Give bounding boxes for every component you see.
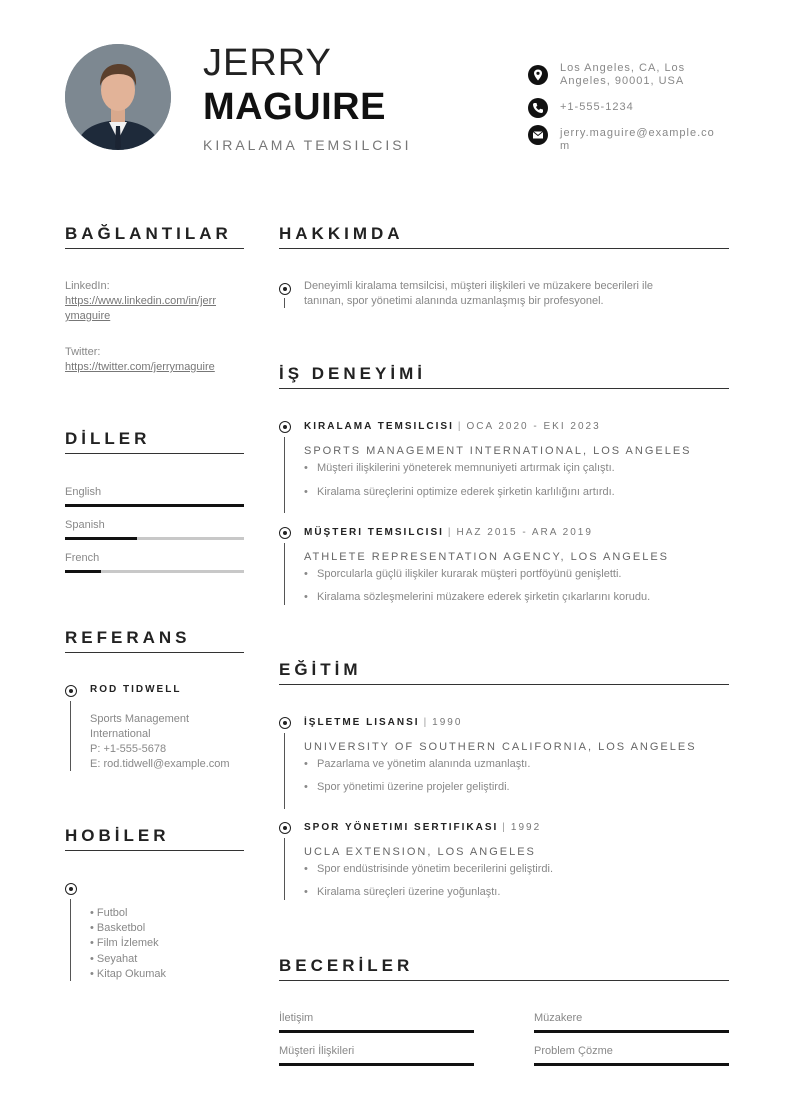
reference-name: ROD TIDWELL	[90, 684, 182, 695]
about-divider	[279, 248, 729, 249]
skills-title: BECERİLER	[279, 956, 414, 975]
linkedin-link-line1[interactable]: https://www.linkedin.com/in/jerr	[65, 295, 216, 307]
education-bullet-marker: •	[304, 781, 308, 793]
connections-divider	[65, 248, 244, 249]
education-bullet: Kiralama süreçleri üzerine yoğunlaştı.	[317, 886, 501, 898]
linkedin-link-line2[interactable]: ymaguire	[65, 310, 111, 322]
hobby-item: • Kitap Okumak	[90, 968, 166, 980]
job-bullet: Müşteri ilişkilerini yöneterek memnuniyeti artırmak için çalıştı.	[317, 462, 615, 474]
job-timeline-line	[284, 543, 285, 605]
reference-email: E: rod.tidwell@example.com	[90, 758, 230, 770]
about-title: HAKKIMDA	[279, 224, 404, 243]
experience-divider	[279, 388, 729, 389]
skill-bar	[279, 1030, 474, 1033]
education-bullet-marker: •	[304, 863, 308, 875]
job-role: MÜŞTERI TEMSILCISI	[304, 527, 444, 538]
job-bullet-marker: •	[304, 591, 308, 603]
skill-bar	[534, 1030, 729, 1033]
education-bullet: Pazarlama ve yönetim alanında uzmanlaştı.	[317, 758, 531, 770]
job-separator: |	[447, 527, 453, 538]
education-bullet-marker: •	[304, 758, 308, 770]
language-spanish: Spanish	[65, 519, 105, 531]
education-bullet: Spor endüstrisinde yönetim becerilerini geliştirdi.	[317, 863, 554, 875]
twitter-link[interactable]: https://twitter.com/jerrymaguire	[65, 361, 215, 373]
language-french-level	[65, 570, 101, 573]
profile-photo	[65, 44, 171, 150]
education-header	[304, 717, 462, 728]
skill-bar	[534, 1063, 729, 1066]
first-name: JERRY	[203, 42, 332, 84]
hobbies-timeline-dot	[65, 883, 77, 895]
about-text-line1: Deneyimli kiralama temsilcisi, müşteri ilişkileri ve müzakere becerileri ile	[304, 280, 654, 292]
reference-company-line2: International	[90, 728, 151, 740]
job-dates: OCA 2020 - EKI 2023	[466, 421, 601, 432]
skill-label: Problem Çözme	[534, 1045, 613, 1057]
phone-icon	[528, 98, 548, 118]
hobby-item: • Film İzlemek	[90, 937, 159, 949]
education-timeline-dot	[279, 717, 291, 729]
job-company: ATHLETE REPRESENTATION AGENCY, LOS ANGELES	[304, 551, 669, 563]
about-timeline-dot	[279, 283, 291, 295]
job-separator: |	[457, 421, 463, 432]
job-bullet: Sporcularla güçlü ilişkiler kurarak müşteri portföyünü genişletti.	[317, 568, 622, 580]
job-title: KIRALAMA TEMSILCISI	[203, 137, 412, 153]
hobbies-title: HOBİLER	[65, 826, 170, 845]
twitter-label: Twitter:	[65, 346, 101, 358]
skill-bar	[279, 1063, 474, 1066]
language-spanish-bar	[65, 537, 244, 540]
person-portrait-image	[65, 44, 171, 150]
reference-phone: P: +1-555-5678	[90, 743, 167, 755]
language-spanish-level	[65, 537, 137, 540]
language-english-bar	[65, 504, 244, 507]
education-year: 1990	[432, 717, 463, 728]
references-title: REFERANS	[65, 628, 191, 647]
job-bullet: Kiralama sözleşmelerini müzakere ederek şirketin çıkarlarını korudu.	[317, 591, 651, 603]
job-bullet: Kiralama süreçlerini optimize ederek şirketin karlılığını artırdı.	[317, 486, 615, 498]
education-timeline-line	[284, 838, 285, 900]
hobby-item: • Seyahat	[90, 953, 138, 965]
job-bullet-marker: •	[304, 486, 308, 498]
education-divider	[279, 684, 729, 685]
hobby-item: • Futbol	[90, 907, 128, 919]
education-timeline-dot	[279, 822, 291, 834]
linkedin-label: LinkedIn:	[65, 280, 110, 292]
hobby-item: • Basketbol	[90, 922, 146, 934]
email-line2: m	[560, 140, 571, 152]
job-timeline-line	[284, 437, 285, 513]
job-header	[304, 527, 593, 538]
email-line1: jerry.maguire@example.co	[560, 127, 715, 139]
education-school: UCLA EXTENSION, LOS ANGELES	[304, 846, 536, 858]
language-french-bar	[65, 570, 244, 573]
education-degree: İŞLETME LISANSI	[304, 717, 420, 728]
hobbies-divider	[65, 850, 244, 851]
experience-title: İŞ DENEYİMİ	[279, 364, 426, 383]
job-company: SPORTS MANAGEMENT INTERNATIONAL, LOS ANGELES	[304, 445, 692, 457]
job-timeline-dot	[279, 421, 291, 433]
hobbies-timeline-line	[70, 899, 71, 981]
education-separator: |	[502, 822, 507, 833]
language-french: French	[65, 552, 100, 564]
education-separator: |	[423, 717, 429, 728]
references-divider	[65, 652, 244, 653]
education-header	[304, 822, 541, 833]
education-timeline-line	[284, 733, 285, 809]
language-english-level	[65, 504, 244, 507]
job-bullet-marker: •	[304, 568, 308, 580]
address-line1: Los Angeles, CA, Los	[560, 62, 686, 74]
education-bullet-marker: •	[304, 886, 308, 898]
language-english: English	[65, 486, 102, 498]
address-line2: Angeles, 90001, USA	[560, 75, 685, 87]
languages-title: DİLLER	[65, 429, 151, 448]
education-degree: SPOR YÖNETIMI SERTIFIKASI	[304, 822, 499, 833]
about-timeline-line	[284, 298, 285, 308]
skill-label: Müşteri İlişkileri	[279, 1045, 355, 1057]
reference-timeline-dot	[65, 685, 77, 697]
job-bullet-marker: •	[304, 462, 308, 474]
last-name: MAGUIRE	[203, 86, 386, 128]
job-header	[304, 421, 601, 432]
about-text-line2: tanınan, spor yönetimi alanında uzmanlaşmış bir profesyonel.	[304, 295, 604, 307]
reference-timeline-line	[70, 701, 71, 771]
job-role: KIRALAMA TEMSILCISI	[304, 421, 454, 432]
location-icon	[528, 65, 548, 85]
skills-divider	[279, 980, 729, 981]
languages-divider	[65, 453, 244, 454]
education-school: UNIVERSITY OF SOUTHERN CALIFORNIA, LOS ANGELES	[304, 741, 697, 753]
education-bullet: Spor yönetimi üzerine projeler geliştirdi.	[317, 781, 510, 793]
job-dates: HAZ 2015 - ARA 2019	[456, 527, 593, 538]
education-year: 1992	[510, 822, 542, 833]
email-icon	[528, 125, 548, 145]
skill-label: Müzakere	[534, 1012, 583, 1024]
education-title: EĞİTİM	[279, 660, 362, 679]
phone-number: +1-555-1234	[560, 101, 634, 113]
skill-label: İletişim	[279, 1012, 314, 1024]
connections-title: BAĞLANTILAR	[65, 224, 232, 243]
reference-company-line1: Sports Management	[90, 713, 190, 725]
job-timeline-dot	[279, 527, 291, 539]
